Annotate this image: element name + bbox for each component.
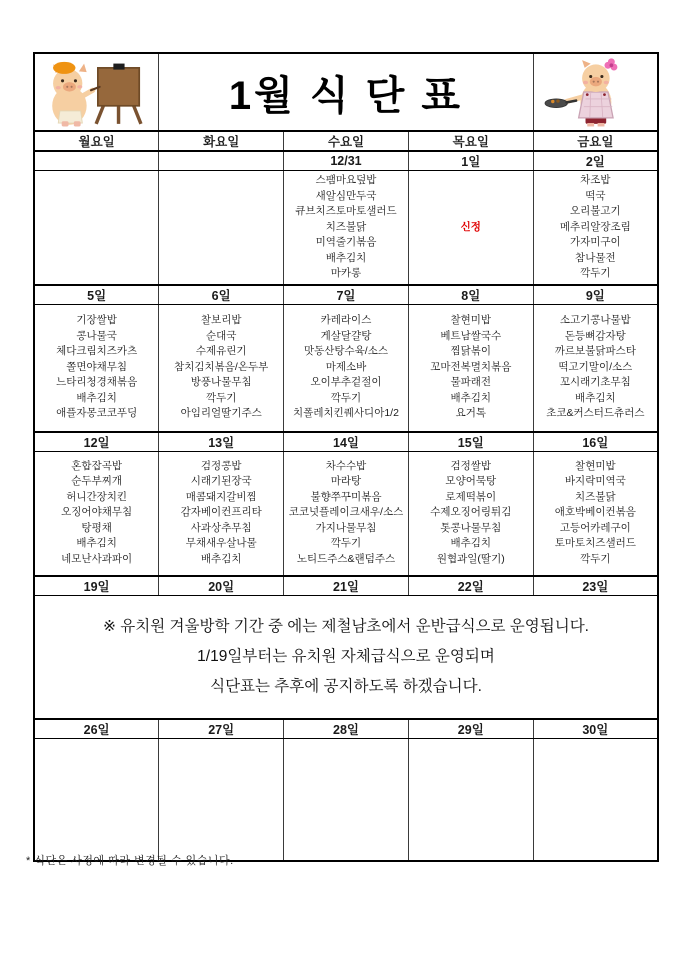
day-header-mon: 월요일	[34, 131, 159, 151]
week3-menu-row	[34, 451, 658, 576]
menu-cell-empty	[284, 738, 409, 861]
week5-menu-row	[34, 738, 658, 861]
date-cell: 8일	[408, 285, 533, 305]
day-header-wed: 수요일	[284, 131, 409, 151]
date-cell: 22일	[408, 576, 533, 596]
date-cell: 29일	[408, 719, 533, 739]
date-cell: 28일	[284, 719, 409, 739]
notice-row	[34, 595, 658, 719]
menu-cell-empty	[34, 738, 159, 861]
menu-cell: 찰보리밥 순대국 수제유린기 참치김치볶음/온두부 방풍나물무침 깍두기 아임리얼딸기주스	[159, 304, 284, 432]
week1-menu-row	[34, 171, 658, 285]
menu-cell: 카레라이스 게살달걀탕 맛동산탕수육/소스 마제소바 오이부추겉절이 깍두기 치폴레치킨퀘사디아1/2	[284, 304, 409, 432]
menu-cell: 찰현미밥 바지락미역국 치즈불닭 애호박베이컨볶음 고등어카레구이 토마토치즈샐러드 깍두기	[533, 451, 658, 576]
menu-cell: 스팸마요덮밥 새알심만두국 큐브치즈토마토샐러드 치즈불닭 미역줄기볶음 배추김치 마카롱	[284, 171, 409, 285]
date-cell: 9일	[533, 285, 658, 305]
meal-plan-table	[33, 52, 659, 862]
date-cell: 21일	[284, 576, 409, 596]
week4-date-row	[34, 576, 658, 596]
date-cell: 16일	[533, 432, 658, 452]
menu-cell: 혼합잡곡밥 순두부찌개 허니간장치킨 오징어야채무침 탕평채 배추김치 네모난사과파이	[34, 451, 159, 576]
date-cell: 6일	[159, 285, 284, 305]
page-title: 1월 식 단 표	[159, 53, 533, 131]
date-cell: 1일	[408, 151, 533, 171]
vacation-notice: ※ 유치원 겨울방학 기간 중 에는 제철남초에서 운반급식으로 운영됩니다. 1/19일부터는 유치원 자체급식으로 운영되며 식단표는 추후에 공지하도록 하겠습니다.	[34, 595, 658, 719]
date-cell: 12일	[34, 432, 159, 452]
week5-date-row	[34, 719, 658, 739]
menu-cell-empty	[408, 738, 533, 861]
date-cell: 27일	[159, 719, 284, 739]
date-cell: 26일	[34, 719, 159, 739]
date-cell: 19일	[34, 576, 159, 596]
day-header-row	[34, 131, 658, 151]
menu-cell-empty	[159, 738, 284, 861]
title-row	[34, 53, 658, 131]
holiday-cell: 신정	[408, 171, 533, 285]
pig-chef-icon	[539, 57, 651, 127]
date-cell: 5일	[34, 285, 159, 305]
date-cell: 12/31	[284, 151, 409, 171]
footer-note: * 식단은 사정에 따라 변경될 수 있습니다.	[26, 855, 234, 867]
day-header-fri: 금요일	[533, 131, 658, 151]
menu-cell: 찰현미밥 베트남쌀국수 찜닭볶이 꼬마전복멸치볶음 물파래전 배추김치 요거톡	[408, 304, 533, 432]
day-header-thu: 목요일	[408, 131, 533, 151]
menu-cell	[159, 171, 284, 285]
pig-painter-image-cell	[34, 53, 159, 131]
date-cell: 13일	[159, 432, 284, 452]
week3-date-row	[34, 432, 658, 452]
menu-cell: 차조밥 떡국 오리불고기 메추리알장조림 가자미구이 참나물전 깍두기	[533, 171, 658, 285]
date-cell: 30일	[533, 719, 658, 739]
menu-cell: 검정쌀밥 모양어묵탕 로제떡볶이 수제오징어링튀김 톳콩나물무침 배추김치 원협과일(딸기)	[408, 451, 533, 576]
date-cell: 14일	[284, 432, 409, 452]
date-cell: 20일	[159, 576, 284, 596]
date-cell	[34, 151, 159, 171]
pig-painter-icon	[41, 57, 153, 127]
week1-date-row	[34, 151, 658, 171]
date-cell: 2일	[533, 151, 658, 171]
date-cell	[159, 151, 284, 171]
pig-chef-image-cell	[533, 53, 658, 131]
menu-cell: 차수수밥 마라탕 불향쭈꾸미볶음 코코넛플레이크새우/소스 가지나물무침 깍두기 노티드주스&랜덤주스	[284, 451, 409, 576]
date-cell: 23일	[533, 576, 658, 596]
menu-cell: 기장쌀밥 콩나물국 체다크림치즈카츠 쫄면야채무침 느타리청경채볶음 배추김치 애플자몽코코푸딩	[34, 304, 159, 432]
menu-cell: 검정콩밥 시래기된장국 매콤돼지갈비찜 감자베이컨프리타 사과상추무침 무채새우살나물 배추김치	[159, 451, 284, 576]
menu-cell: 소고기콩나물밥 돈등뼈감자탕 까르보불닭파스타 떡고기말이/소스 꼬시래기초무침 배추김치 초코&커스터드츄러스	[533, 304, 658, 432]
day-header-tue: 화요일	[159, 131, 284, 151]
menu-cell	[34, 171, 159, 285]
date-cell: 15일	[408, 432, 533, 452]
week2-menu-row	[34, 304, 658, 432]
menu-cell-empty	[533, 738, 658, 861]
date-cell: 7일	[284, 285, 409, 305]
week2-date-row	[34, 285, 658, 305]
